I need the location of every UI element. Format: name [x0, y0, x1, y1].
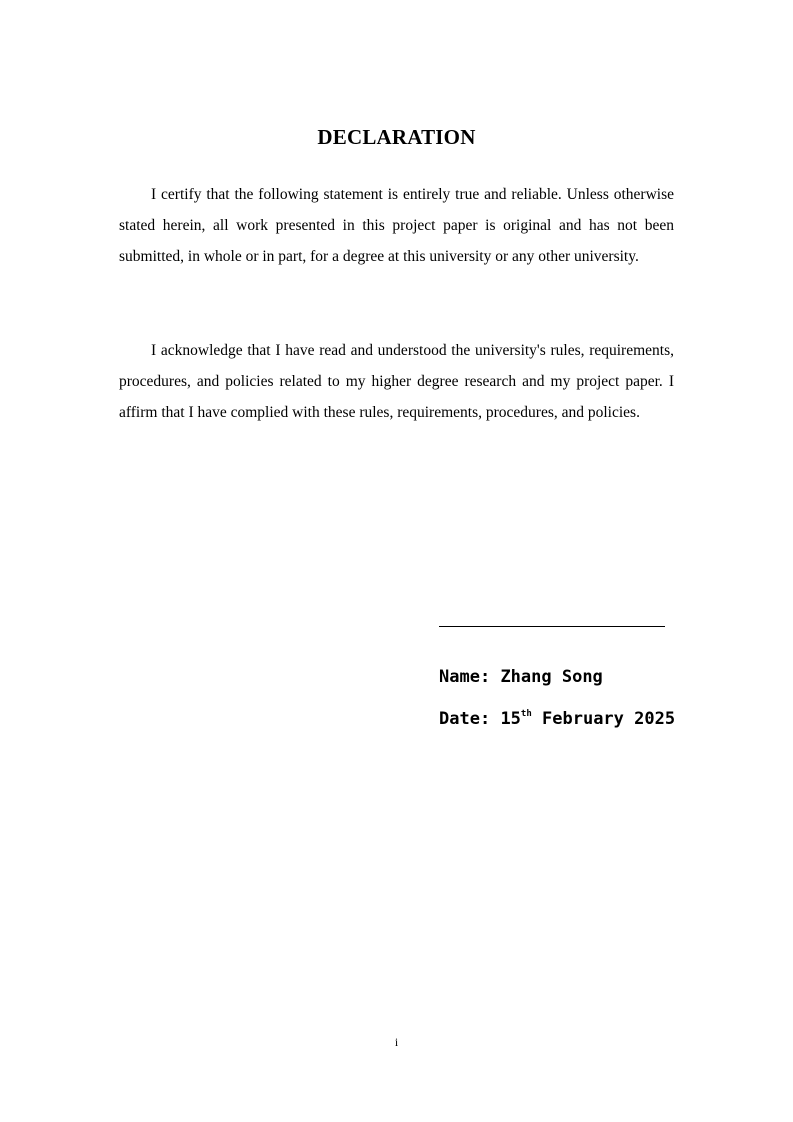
page-number: i: [394, 1035, 399, 1049]
declaration-paragraph-certify: I certify that the following statement is entirely true and reliable. Unless otherwise stated herein, all work presented in this project paper is original and has not been submitted, in whole or in part, for a degree at this university or any other university.: [119, 186, 674, 266]
signature-line: [439, 626, 665, 627]
date-label: Date:: [439, 709, 491, 729]
name-label: Name:: [439, 667, 491, 687]
signature-name: [439, 667, 603, 687]
name-value: Zhang Song: [500, 667, 603, 687]
date-ordinal-suffix: th: [520, 709, 532, 719]
date-month-year: February 2025: [542, 709, 676, 729]
page-title: DECLARATION: [317, 125, 476, 149]
date-day: 15: [500, 709, 521, 729]
declaration-paragraph-acknowledge: I acknowledge that I have read and understood the university's rules, requirements, procedures, and policies related to my higher degree research and my project paper. I affirm that I have complied with these rules, requirements, procedures, and policies.: [119, 342, 674, 422]
signature-date: [439, 709, 675, 729]
